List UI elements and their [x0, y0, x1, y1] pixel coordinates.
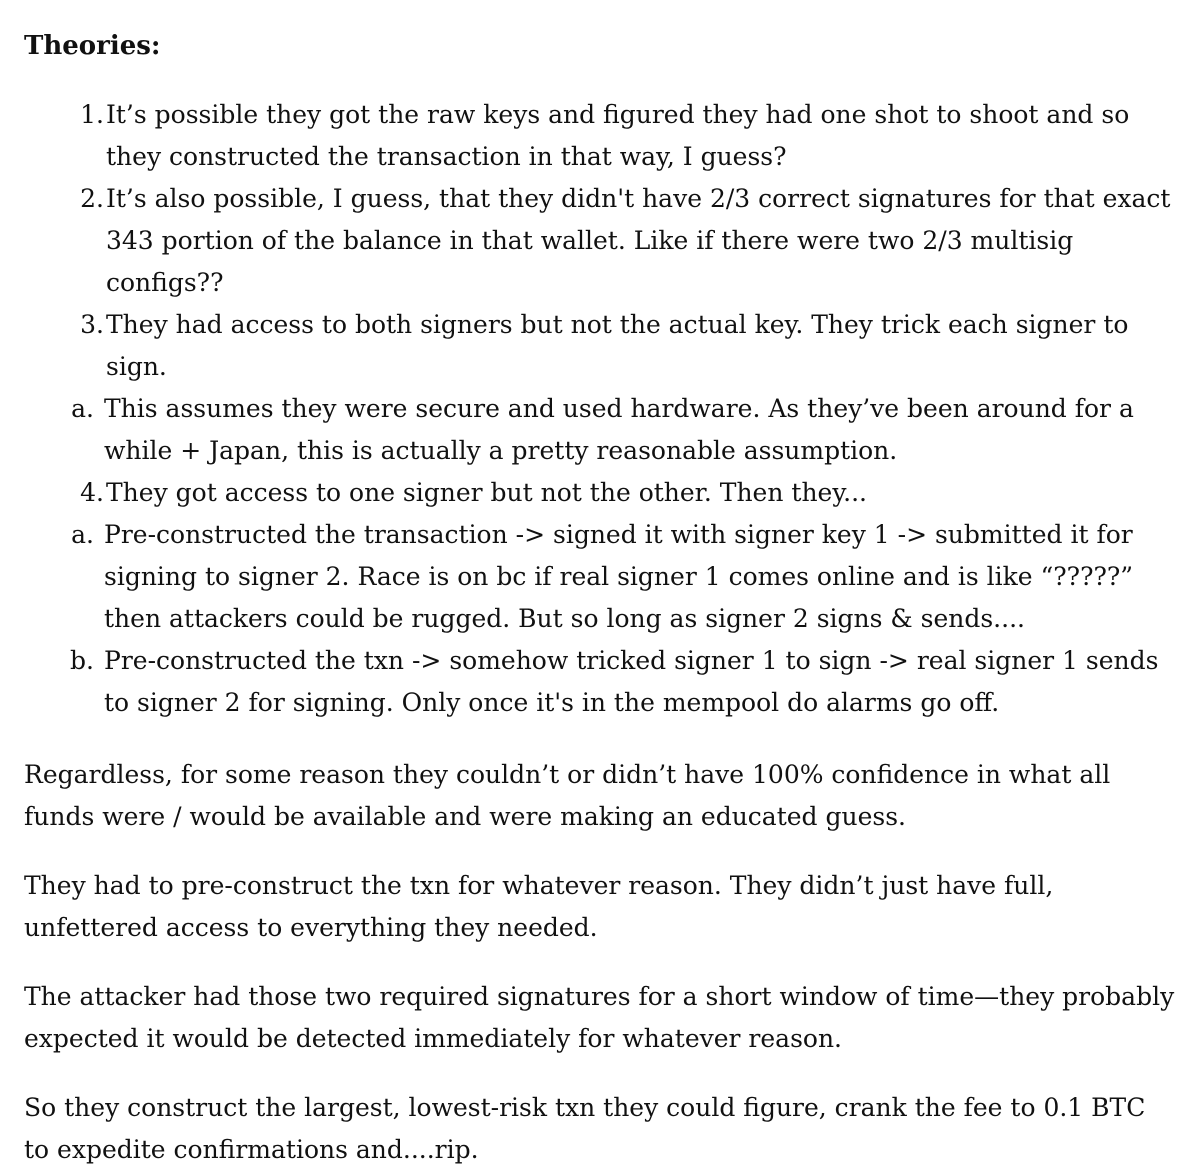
- theory-4-subitems: [24, 514, 1176, 724]
- theory-3-subitems: [24, 388, 1176, 472]
- theory-text: It’s also possible, I guess, that they didn't have 2/3 correct signatures for that exact 343 portion of the balance in that wallet. Like if there were two 2/3 multisig configs??: [106, 184, 1171, 297]
- theories-list: [24, 94, 1176, 724]
- sub-item-3a: [24, 388, 1176, 472]
- theory-item-1: [24, 94, 1176, 178]
- list-marker: 4.: [80, 478, 104, 507]
- sub-list: [24, 514, 1176, 724]
- paragraph-attacker: The attacker had those two required signatures for a short window of time—they probably expected it would be detected immediately for whatever reason.: [24, 982, 1175, 1053]
- sub-marker: b.: [70, 646, 94, 675]
- sub-marker: a.: [71, 520, 94, 549]
- theory-text: They got access to one signer but not the other. Then they...: [106, 478, 867, 507]
- sub-item-text: Pre-constructed the transaction -> signed it with signer key 1 -> submitted it for signing to signer 2. Race is on bc if real signer 1 comes online and is like “?????” then attackers could be rugged. But so long as signer 2 signs & sends....: [104, 520, 1134, 633]
- theory-item-2: [24, 178, 1176, 304]
- list-marker: 2.: [80, 184, 104, 213]
- sub-item-4a: [24, 514, 1176, 640]
- sub-item-4b: [24, 640, 1176, 724]
- sub-marker: a.: [71, 394, 94, 423]
- paragraph-preconstruct: They had to pre-construct the txn for whatever reason. They didn’t just have full, unfettered access to everything they needed.: [24, 871, 1054, 942]
- theories-heading: Theories:: [24, 31, 161, 61]
- theory-item-4: [24, 472, 1176, 514]
- sub-list: [24, 388, 1176, 472]
- paragraph-regardless: Regardless, for some reason they couldn’t or didn’t have 100% confidence in what all funds were / would be available and were making an educated guess.: [24, 760, 1111, 831]
- theory-text: They had access to both signers but not the actual key. They trick each signer to sign.: [106, 310, 1129, 381]
- theory-item-3: [24, 304, 1176, 388]
- list-marker: 1.: [80, 100, 104, 129]
- paragraph-conclusion: So they construct the largest, lowest-risk txn they could figure, crank the fee to 0.1 BTC to expedite confirmations and....rip.: [24, 1093, 1146, 1164]
- theory-text: It’s possible they got the raw keys and figured they had one shot to shoot and so they constructed the transaction in that way, I guess?: [106, 100, 1130, 171]
- sub-item-text: Pre-constructed the txn -> somehow tricked signer 1 to sign -> real signer 1 sends to signer 2 for signing. Only once it's in the mempool do alarms go off.: [104, 646, 1159, 717]
- sub-item-text: This assumes they were secure and used hardware. As they’ve been around for a while + Japan, this is actually a pretty reasonable assumption.: [104, 394, 1134, 465]
- list-marker: 3.: [80, 310, 104, 339]
